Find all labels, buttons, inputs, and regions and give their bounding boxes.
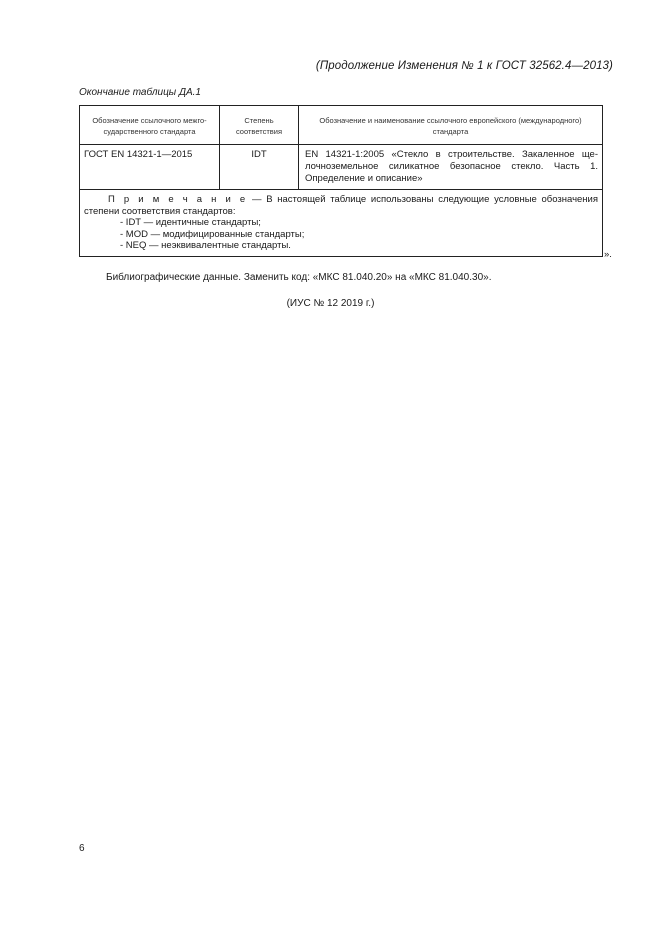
reference-standards-table <box>79 105 603 257</box>
column-header-degree: Степень соответствия <box>220 106 299 145</box>
cell-degree: IDT <box>220 145 299 190</box>
note-label: П р и м е ч а н и е <box>108 194 248 205</box>
cell-reference: EN 14321-1:2005 «Стекло в строительстве. Закаленное ще-лочноземельное силикатное безопасное стекло. Часть 1. Определение и описание» <box>299 145 603 190</box>
note-text: — В настоящей таблице использованы следующие условные обозначения степени соответствия стандартов: <box>84 194 599 217</box>
running-head: (Продолжение Изменения № 1 к ГОСТ 32562.4—2013) <box>315 60 613 72</box>
closing-quote: ». <box>604 249 612 260</box>
note-item-neq: - NEQ — неэквивалентные стандарты. <box>120 240 291 251</box>
note-paragraph <box>84 194 598 217</box>
table-note <box>80 190 603 257</box>
bibliographic-data: Библиографические данные. Заменить код: «МКС 81.040.20» на «МКС 81.040.30». <box>106 272 492 283</box>
note-item-mod: - MOD — модифицированные стандарты; <box>120 228 305 240</box>
page-number: 6 <box>79 843 85 854</box>
table-row <box>80 145 603 190</box>
table-header-row <box>80 106 603 145</box>
note-item-idt: - IDT — идентичные стандарты; <box>120 217 261 228</box>
ius-reference: (ИУС № 12 2019 г.) <box>286 298 375 309</box>
column-header-reference: Обозначение и наименование ссылочного европейского (международного) стандарта <box>299 106 603 145</box>
table-note-row <box>80 190 603 257</box>
table-caption: Окончание таблицы ДА.1 <box>79 87 201 98</box>
column-header-designation: Обозначение ссылочного межго-сударственного стандарта <box>80 106 220 145</box>
cell-designation: ГОСТ EN 14321-1—2015 <box>80 145 220 190</box>
